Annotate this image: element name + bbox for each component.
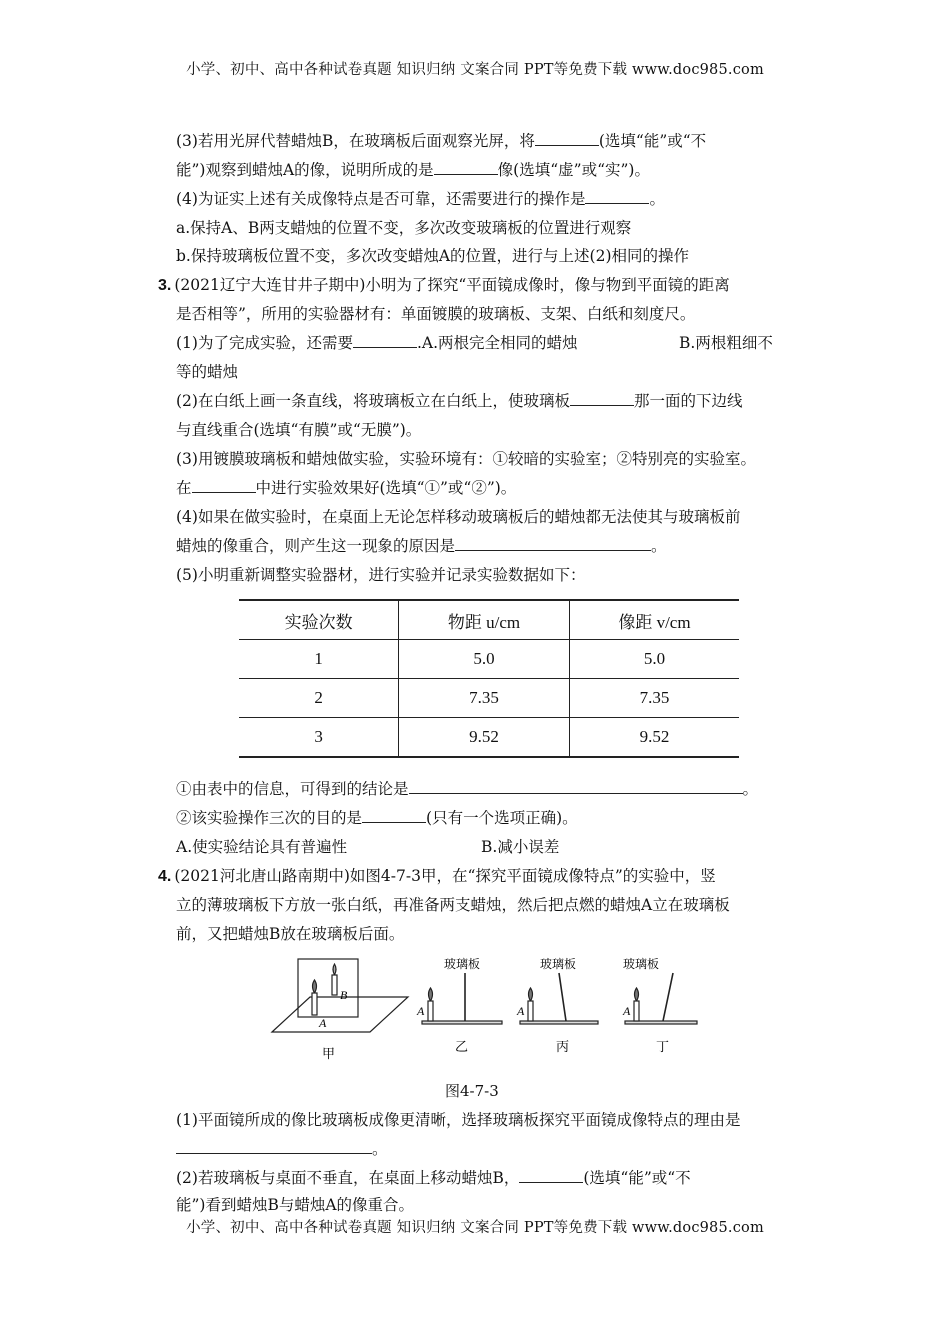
q3-part3-line1: (3)用镀膜玻璃板和蜡烛做实验，实验环境有：①较暗的实验室；②特别亮的实验室。 — [176, 450, 756, 468]
table-row — [239, 640, 739, 679]
q3-part4-line2 — [176, 536, 667, 556]
answer-blank — [570, 391, 634, 406]
text: 中进行实验效果好(选填“①”或“②”)。 — [255, 479, 517, 497]
q3-part1-line1 — [176, 333, 578, 353]
q4-stem-line3: 前，又把蜡烛B放在玻璃板后面。 — [176, 925, 405, 943]
text: (选填“能”或“不 — [583, 1169, 691, 1187]
text: (2021河北唐山路南期中)如图4-7-3甲，在“探究平面镜成像特点”的实验中，竖 — [174, 867, 716, 885]
q3-part2-line1 — [176, 391, 742, 411]
candle-a-shape — [428, 1001, 433, 1021]
panel-ding-drawing — [625, 973, 697, 1024]
answer-blank — [362, 808, 426, 823]
table-cell: 7.35 — [569, 679, 739, 718]
candle-a-label: A — [319, 1016, 327, 1030]
q3-part2-line2: 与直线重合(选填“有膜”或“无膜”)。 — [176, 421, 422, 439]
white-paper-shape — [272, 997, 408, 1032]
text: (3)若用光屏代替蜡烛B，在玻璃板后面观察光屏，将 — [176, 132, 535, 150]
table-cell: 7.35 — [399, 679, 570, 718]
table-row — [239, 718, 739, 758]
glass-plate-shape — [663, 973, 673, 1021]
q3-conclusion-option-a: A.使实验结论具有普遍性 — [176, 838, 348, 856]
q3-stem-line1 — [158, 275, 730, 296]
q3-conclusion-2 — [176, 808, 578, 828]
text: 。 — [372, 1140, 388, 1158]
flame-shape — [313, 980, 317, 993]
table-cell: 9.52 — [399, 718, 570, 758]
q2-option-a: a.保持A、B两支蜡烛的位置不变，多次改变玻璃板的位置进行观察 — [176, 219, 632, 237]
flame-shape — [635, 988, 639, 1001]
glass-plate-label: 玻璃板 — [444, 957, 481, 971]
q3-part5: (5)小明重新调整实验器材，进行实验并记录实验数据如下： — [176, 566, 586, 584]
text: (2)在白纸上画一条直线，将玻璃板立在白纸上，使玻璃板 — [176, 392, 570, 410]
q4-part2-line1 — [176, 1168, 691, 1188]
candle-a-label: A — [517, 1004, 525, 1018]
candle-a-label: A — [417, 1004, 425, 1018]
candle-a-label: A — [623, 1004, 631, 1018]
text: 蜡烛的像重合，则产生这一现象的原因是 — [176, 537, 456, 555]
text: (选填“能”或“不 — [598, 132, 707, 150]
text: 能”)观察到蜡烛A的像，说明所成的是 — [176, 161, 434, 179]
flame-shape — [333, 964, 336, 975]
q4-number: 4. — [158, 868, 172, 885]
text: ②该实验操作三次的目的是 — [176, 809, 363, 827]
answer-blank — [353, 333, 417, 348]
q3-part3-line2 — [176, 478, 516, 498]
text: 在 — [176, 479, 192, 497]
q2-part3-line2 — [176, 160, 650, 180]
panel-label-yi: 乙 — [455, 1040, 469, 1055]
answer-blank — [176, 1139, 372, 1154]
glass-plate-shape — [559, 973, 566, 1021]
table-cell: 3 — [314, 727, 323, 746]
q4-part2-line2: 能”)看到蜡烛B与蜡烛A的像重合。 — [176, 1196, 415, 1214]
answer-blank — [434, 160, 498, 175]
table-header-object-distance: 物距 u/cm — [399, 600, 570, 640]
candle-a-shape — [528, 1001, 533, 1021]
q2-option-b: b.保持玻璃板位置不变，多次改变蜡烛A的位置，进行与上述(2)相同的操作 — [176, 247, 690, 265]
flame-shape — [529, 988, 533, 1001]
q2-part3-line1 — [176, 131, 706, 151]
q3-conclusion-1 — [176, 779, 758, 799]
experiment-data-table — [239, 599, 739, 758]
text: (2)若玻璃板与桌面不垂直，在桌面上移动蜡烛B， — [176, 1169, 520, 1187]
candle-b-shape — [332, 975, 337, 995]
text: ①由表中的信息，可得到的结论是 — [176, 780, 409, 798]
candle-a-shape — [634, 1001, 639, 1021]
answer-blank — [535, 131, 599, 146]
glass-plate-label: 玻璃板 — [623, 957, 660, 971]
table-row — [239, 679, 739, 718]
answer-blank — [409, 779, 743, 794]
q4-stem-line2: 立的薄玻璃板下方放一张白纸，再准备两支蜡烛，然后把点燃的蜡烛A立在玻璃板 — [176, 896, 730, 914]
panel-yi-drawing — [422, 973, 502, 1024]
q4-stem-line1 — [158, 866, 716, 887]
glass-plate-shape — [298, 959, 358, 1017]
answer-blank — [585, 189, 649, 204]
candle-a-shape — [312, 993, 317, 1015]
glass-plate-label: 玻璃板 — [540, 957, 577, 971]
table-cell: 2 — [314, 688, 323, 707]
figure-4-7-3 — [270, 955, 700, 1065]
answer-blank — [519, 1168, 583, 1183]
q3-stem-line2: 是否相等”，所用的实验器材有：单面镀膜的玻璃板、支架、白纸和刻度尺。 — [176, 305, 696, 323]
text: 像(选填“虚”或“实”)。 — [497, 161, 650, 179]
text: (只有一个选项正确)。 — [426, 809, 578, 827]
q4-part1-line1: (1)平面镜所成的像比玻璃板成像更清晰，选择玻璃板探究平面镜成像特点的理由是 — [176, 1111, 741, 1129]
text: (1)为了完成实验，还需要 — [176, 334, 353, 352]
panel-bing-drawing — [520, 973, 598, 1024]
answer-blank — [192, 478, 256, 493]
q4-part1-line2 — [176, 1139, 388, 1159]
candle-b-label: B — [340, 988, 348, 1002]
text: (2021辽宁大连甘井子期中)小明为了探究“平面镜成像时，像与物到平面镜的距离 — [174, 276, 730, 294]
q3-part4-line1: (4)如果在做实验时，在桌面上无论怎样移动玻璃板后的蜡烛都无法使其与玻璃板前 — [176, 508, 741, 526]
page-header: 小学、初中、高中各种试卷真题 知识归纳 文案合同 PPT等免费下载 www.doc985.com — [186, 62, 764, 78]
q2-part4 — [176, 189, 665, 209]
figure-caption: 图4-7-3 — [445, 1082, 499, 1100]
text: 。 — [742, 780, 759, 798]
table-cell: 5.0 — [399, 640, 570, 679]
page-footer: 小学、初中、高中各种试卷真题 知识归纳 文案合同 PPT等免费下载 www.doc985.com — [186, 1220, 764, 1236]
panel-label-ding: 丁 — [656, 1040, 670, 1055]
text: 那一面的下边线 — [633, 392, 743, 410]
text: 。 — [649, 190, 665, 208]
text: 。 — [651, 537, 667, 555]
q3-number: 3. — [158, 277, 172, 294]
text: .A.两根完全相同的蜡烛 — [416, 334, 578, 352]
q3-part1-line2: 等的蜡烛 — [176, 363, 239, 381]
table-cell: 1 — [314, 649, 323, 668]
table-header-image-distance: 像距 v/cm — [569, 600, 739, 640]
q3-conclusion-option-b: B.减小误差 — [481, 838, 560, 856]
table-surface-shape — [422, 1021, 502, 1024]
panel-label-bing: 丙 — [556, 1040, 570, 1055]
flame-shape — [429, 988, 433, 1001]
answer-blank — [455, 536, 651, 551]
q3-part1-option-b: B.两根粗细不 — [679, 334, 773, 352]
text: (4)为证实上述有关成像特点是否可靠，还需要进行的操作是 — [176, 190, 586, 208]
panel-label-jia: 甲 — [322, 1047, 336, 1062]
table-header-trial: 实验次数 — [284, 612, 353, 632]
table-cell: 9.52 — [569, 718, 739, 758]
table-header-row — [239, 600, 739, 640]
table-cell: 5.0 — [569, 640, 739, 679]
